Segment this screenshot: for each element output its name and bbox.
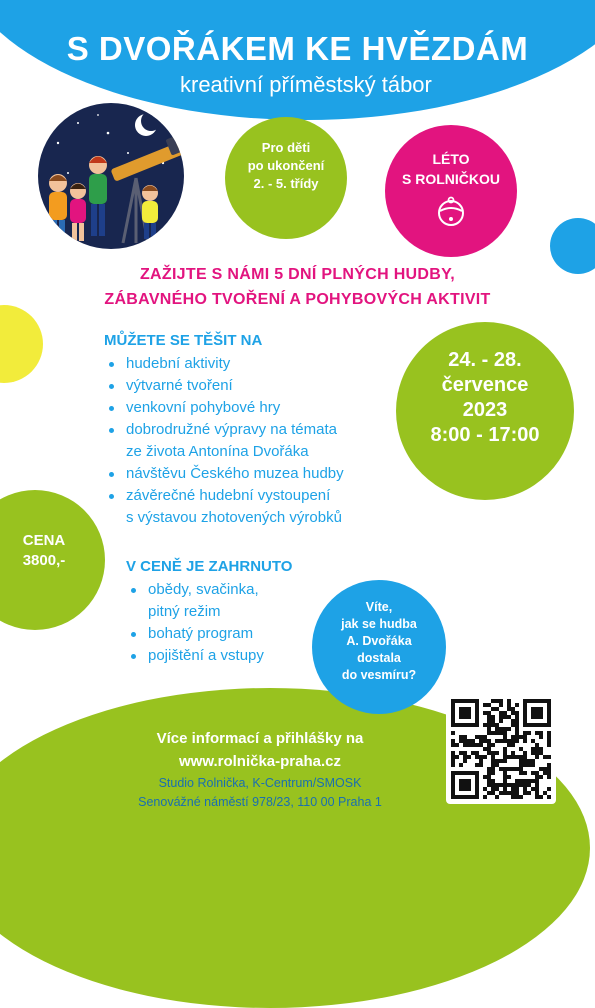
page-subtitle: kreativní příměstský tábor xyxy=(180,72,432,97)
yellow-circle-decoration xyxy=(0,305,43,383)
age-line-3: 2. - 5. třídy xyxy=(253,176,319,191)
included-title: V CENĚ JE ZAHRNUTO xyxy=(126,558,293,575)
footer-org: Studio Rolnička, K-Centrum/SMOSK xyxy=(158,776,362,790)
question-line-3: A. Dvořáka xyxy=(346,634,412,648)
dates-month: července xyxy=(441,374,529,396)
summer-line-2: S ROLNIČKOU xyxy=(402,171,500,187)
dates-hours: 8:00 - 17:00 xyxy=(430,424,540,446)
list-item: bohatý program xyxy=(126,623,316,645)
footer-info: Více informací a přihlášky na xyxy=(156,730,364,747)
qr-code[interactable] xyxy=(446,694,556,804)
footer-url[interactable]: www.rolnička-praha.cz xyxy=(179,753,341,770)
list-item: pojištění a vstupy xyxy=(126,645,316,667)
summer-line-1: LÉTO xyxy=(432,151,470,167)
night-sky-illustration xyxy=(38,103,184,249)
list-item: venkovní pohybové hry xyxy=(104,397,404,419)
age-line-2: po ukončení xyxy=(247,158,325,173)
list-item: hudební aktivity xyxy=(104,353,404,375)
activities-title: MŮŽETE SE TĚŠIT NA xyxy=(104,332,263,349)
list-item: výtvarné tvoření xyxy=(104,375,404,397)
bell-logo-icon xyxy=(435,195,467,231)
dates-range: 24. - 28. xyxy=(448,349,522,371)
question-line-5: do vesmíru? xyxy=(341,668,417,682)
question-line-4: dostala xyxy=(357,651,401,665)
summer-bubble-text xyxy=(385,149,517,189)
headline-line-2: ZÁBAVNÉHO TVOŘENÍ A POHYBOVÝCH AKTIVIT xyxy=(104,291,491,308)
question-line-2: jak se hudba xyxy=(341,617,417,631)
list-item: obědy, svačinka, pitný režim xyxy=(126,579,316,623)
page-title: S DVOŘÁKEM KE HVĚZDÁM xyxy=(66,30,529,67)
question-line-1: Víte, xyxy=(365,600,393,614)
list-item: dobrodružné výpravy na témata ze života Antonína Dvořáka xyxy=(104,419,404,463)
list-item: závěrečné hudební vystoupení s výstavou zhotovených výrobků xyxy=(104,485,404,529)
price-value: 3800,- xyxy=(22,552,66,569)
qr-code-icon xyxy=(446,694,556,804)
telescope-kids-illustration xyxy=(38,103,184,249)
dates-bubble-text xyxy=(396,348,574,448)
activities-list xyxy=(104,353,404,529)
included-list xyxy=(126,579,316,667)
list-item: návštěvu Českého muzea hudby xyxy=(104,463,404,485)
price-label: CENA xyxy=(22,532,66,549)
age-bubble-text xyxy=(225,139,347,193)
price-bubble-text xyxy=(0,531,88,571)
headline-line-1: ZAŽIJTE S NÁMI 5 DNÍ PLNÝCH HUDBY, xyxy=(139,266,456,283)
summer-bubble xyxy=(385,125,517,257)
age-line-1: Pro děti xyxy=(261,140,311,155)
question-bubble-text xyxy=(312,599,446,684)
dates-year: 2023 xyxy=(462,399,508,421)
footer-address: Senovážné náměstí 978/23, 110 00 Praha 1 xyxy=(138,795,382,809)
